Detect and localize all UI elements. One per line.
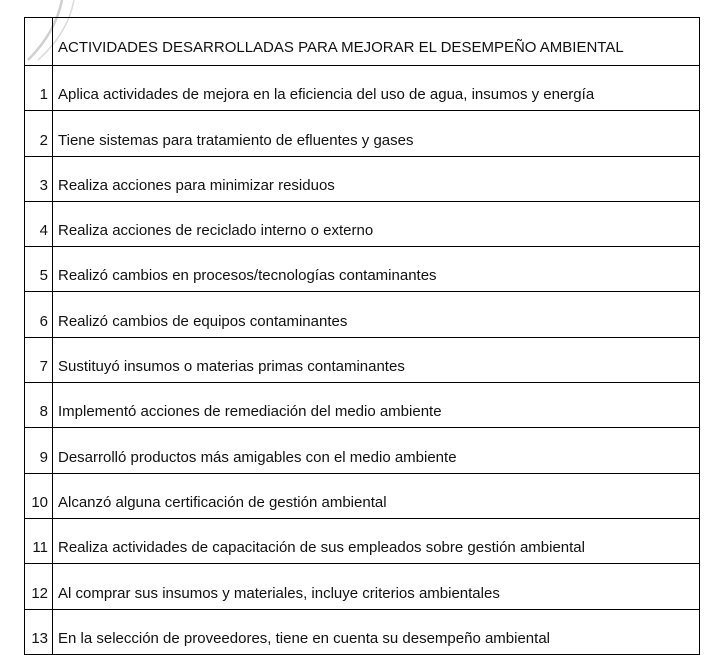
table-row — [25, 292, 700, 337]
table-row — [25, 518, 700, 563]
row-text: Sustituyó insumos o materias primas contaminantes — [53, 337, 700, 382]
row-text: Implementó acciones de remediación del medio ambiente — [53, 383, 700, 428]
row-number: 9 — [25, 428, 53, 473]
row-text: Desarrolló productos más amigables con el medio ambiente — [53, 428, 700, 473]
row-text: Aplica actividades de mejora en la eficiencia del uso de agua, insumos y energía — [53, 66, 700, 111]
row-number: 4 — [25, 201, 53, 246]
table-row — [25, 609, 700, 654]
table-row — [25, 428, 700, 473]
row-text: Realiza acciones de reciclado interno o externo — [53, 201, 700, 246]
row-number: 10 — [25, 473, 53, 518]
row-number: 2 — [25, 111, 53, 156]
row-number: 1 — [25, 66, 53, 111]
table-row — [25, 201, 700, 246]
table-row — [25, 473, 700, 518]
row-number: 13 — [25, 609, 53, 654]
row-text: Realizó cambios de equipos contaminantes — [53, 292, 700, 337]
table-row — [25, 111, 700, 156]
row-text: Realizó cambios en procesos/tecnologías contaminantes — [53, 247, 700, 292]
row-text: Alcanzó alguna certificación de gestión ambiental — [53, 473, 700, 518]
header-number-cell — [25, 18, 53, 66]
table-row — [25, 66, 700, 111]
row-number: 12 — [25, 564, 53, 609]
table-row — [25, 383, 700, 428]
row-number: 3 — [25, 156, 53, 201]
row-text: Tiene sistemas para tratamiento de efluentes y gases — [53, 111, 700, 156]
row-number: 6 — [25, 292, 53, 337]
table-header-row — [25, 18, 700, 66]
table-row — [25, 156, 700, 201]
table-row — [25, 337, 700, 382]
row-text: Al comprar sus insumos y materiales, incluye criterios ambientales — [53, 564, 700, 609]
header-title-cell: ACTIVIDADES DESARROLLADAS PARA MEJORAR EL DESEMPEÑO AMBIENTAL — [53, 18, 700, 66]
row-text: Realiza actividades de capacitación de sus empleados sobre gestión ambiental — [53, 518, 700, 563]
row-number: 7 — [25, 337, 53, 382]
table-row — [25, 564, 700, 609]
row-number: 11 — [25, 518, 53, 563]
row-text: En la selección de proveedores, tiene en cuenta su desempeño ambiental — [53, 609, 700, 654]
row-number: 8 — [25, 383, 53, 428]
activities-table — [24, 17, 700, 655]
table-row — [25, 247, 700, 292]
row-number: 5 — [25, 247, 53, 292]
row-text: Realiza acciones para minimizar residuos — [53, 156, 700, 201]
